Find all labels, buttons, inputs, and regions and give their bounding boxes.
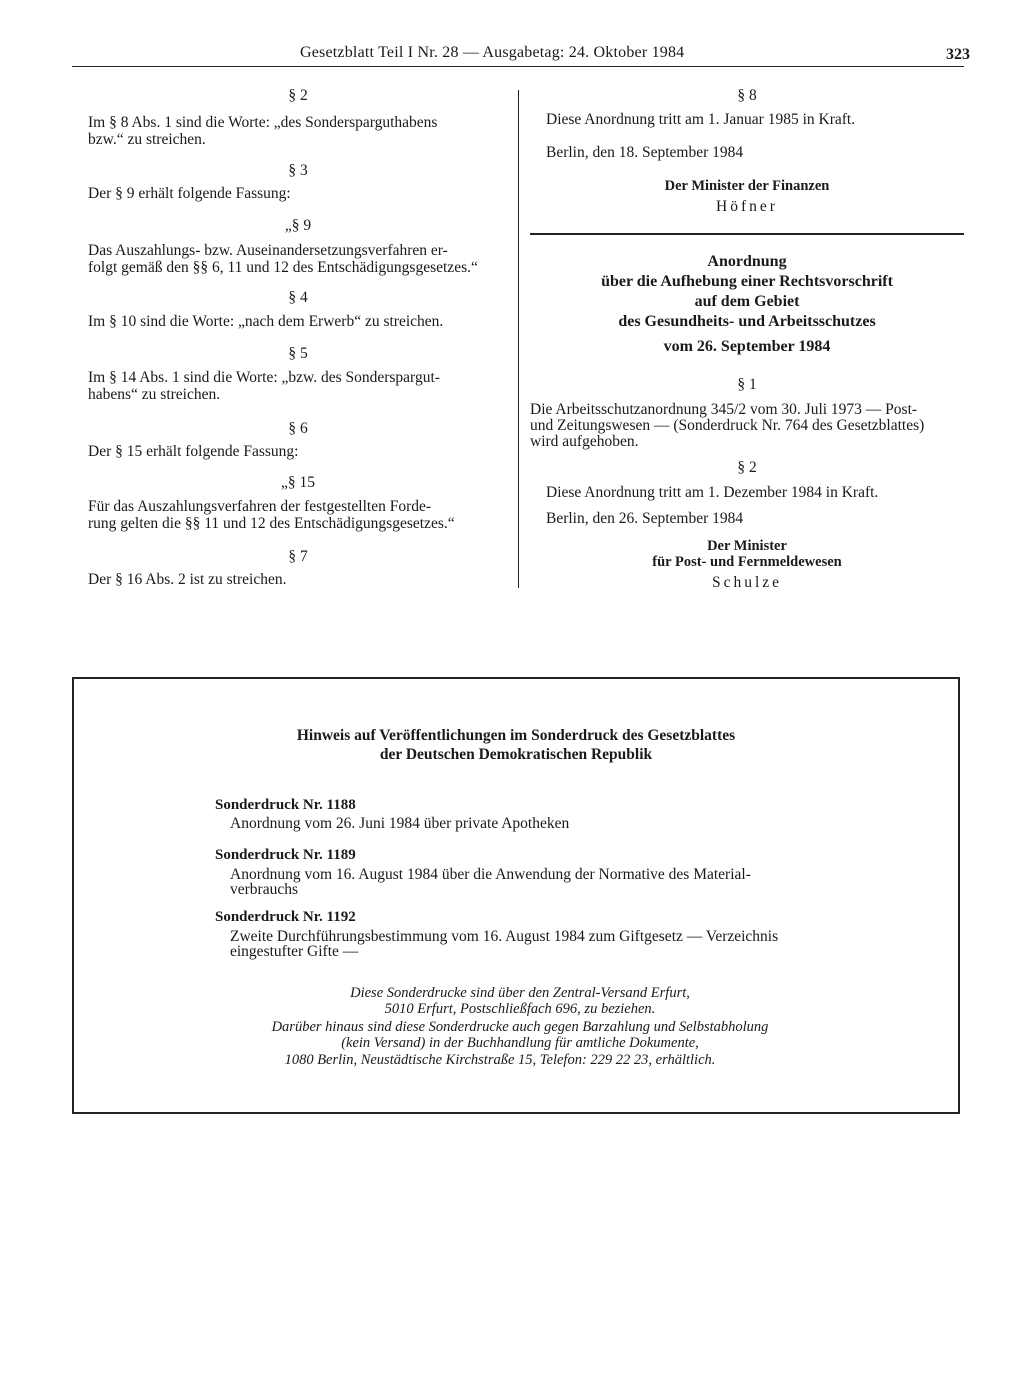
section-6-quote-line-1: Für das Auszahlungsverfahren der festgestellten Forde- bbox=[88, 498, 432, 515]
notice-item-text-line-2: eingestufter Gifte — bbox=[230, 943, 359, 960]
section-2-line-2: bzw.“ zu streichen. bbox=[88, 131, 206, 148]
notice-item-label: Sonderdruck Nr. 1189 bbox=[215, 847, 356, 863]
header-rule bbox=[72, 66, 964, 67]
section-4-heading: § 4 bbox=[288, 289, 308, 306]
order-title-line-2: über die Aufhebung einer Rechtsvorschrift bbox=[601, 273, 893, 290]
page-number: 323 bbox=[946, 46, 970, 63]
section-8-signer-name: Höfner bbox=[716, 198, 778, 215]
section-3-quote-line-1: Das Auszahlungs- bzw. Auseinandersetzungsverfahren er- bbox=[88, 242, 448, 259]
notice-footer-line-1: Diese Sonderdrucke sind über den Zentral-Versand Erfurt, bbox=[350, 985, 690, 1001]
notice-item-label: Sonderdruck Nr. 1192 bbox=[215, 909, 356, 925]
section-5-line-2: habens“ zu streichen. bbox=[88, 386, 221, 403]
section-3-text: Der § 9 erhält folgende Fassung: bbox=[88, 185, 291, 202]
order-signer-title-2: für Post- und Fernmeldewesen bbox=[652, 554, 842, 570]
order-title-line-3: auf dem Gebiet bbox=[694, 293, 800, 310]
section-3-quote-heading: „§ 9 bbox=[284, 217, 312, 234]
section-6-quote-heading: „§ 15 bbox=[280, 474, 315, 491]
order-section-1-heading: § 1 bbox=[737, 376, 757, 393]
section-8-heading: § 8 bbox=[737, 87, 757, 104]
section-2-heading: § 2 bbox=[288, 87, 308, 104]
section-3-heading: § 3 bbox=[288, 162, 308, 179]
order-section-2-heading: § 2 bbox=[737, 459, 757, 476]
order-section-1-line-3: wird aufgehoben. bbox=[530, 433, 639, 450]
notice-footer-line-5: 1080 Berlin, Neustädtische Kirchstraße 15, Telefon: 229 22 23, erhältlich. bbox=[284, 1052, 716, 1068]
notice-title-line-1: Hinweis auf Veröffentlichungen im Sonderdruck des Gesetzblattes bbox=[296, 727, 736, 744]
running-header-title: Gesetzblatt Teil I Nr. 28 — Ausgabetag: 24. Oktober 1984 bbox=[300, 44, 685, 61]
notice-footer-line-2: 5010 Erfurt, Postschließfach 696, zu beziehen. bbox=[384, 1001, 656, 1017]
order-section-1-line-1: Die Arbeitsschutzanordnung 345/2 vom 30. Juli 1973 — Post- bbox=[530, 401, 918, 418]
section-3-quote-line-2: folgt gemäß den §§ 6, 11 und 12 des Entschädigungsgesetzes.“ bbox=[88, 259, 478, 276]
section-divider-rule bbox=[530, 233, 964, 235]
section-8-place-date: Berlin, den 18. September 1984 bbox=[546, 144, 744, 161]
notice-item-label: Sonderdruck Nr. 1188 bbox=[215, 797, 356, 813]
section-6-heading: § 6 bbox=[288, 420, 308, 437]
section-4-text: Im § 10 sind die Worte: „nach dem Erwerb“ zu streichen. bbox=[88, 313, 444, 330]
section-6-quote-line-2: rung gelten die §§ 11 und 12 des Entschädigungsgesetzes.“ bbox=[88, 515, 455, 532]
order-signer-title-1: Der Minister bbox=[707, 538, 787, 554]
section-5-line-1: Im § 14 Abs. 1 sind die Worte: „bzw. des Sonderspargut- bbox=[88, 369, 440, 386]
notice-item-text-line-2: verbrauchs bbox=[230, 881, 298, 898]
section-7-heading: § 7 bbox=[288, 548, 308, 565]
order-date-line: vom 26. September 1984 bbox=[663, 338, 831, 355]
section-6-text: Der § 15 erhält folgende Fassung: bbox=[88, 443, 299, 460]
order-place-date: Berlin, den 26. September 1984 bbox=[546, 510, 744, 527]
section-8-signer-title: Der Minister der Finanzen bbox=[664, 178, 830, 194]
notice-item-text-line-1: Anordnung vom 26. Juni 1984 über private Apotheken bbox=[230, 815, 570, 832]
notice-footer-line-4: (kein Versand) in der Buchhandlung für amtliche Dokumente, bbox=[341, 1035, 699, 1051]
order-signer-name: Schulze bbox=[711, 574, 783, 591]
order-title-line-1: Anordnung bbox=[707, 253, 787, 270]
order-section-1-line-2: und Zeitungswesen — (Sonderdruck Nr. 764 des Gesetzblattes) bbox=[530, 417, 925, 434]
notice-footer-line-3: Darüber hinaus sind diese Sonderdrucke auch gegen Barzahlung und Selbstabholung bbox=[271, 1019, 769, 1035]
section-8-text: Diese Anordnung tritt am 1. Januar 1985 in Kraft. bbox=[546, 111, 856, 128]
order-title-line-4: des Gesundheits- und Arbeitsschutzes bbox=[618, 313, 876, 330]
section-5-heading: § 5 bbox=[288, 345, 308, 362]
notice-item-text-line-1: Zweite Durchführungsbestimmung vom 16. August 1984 zum Giftgesetz — Verzeichnis bbox=[230, 928, 779, 945]
notice-item-text-line-1: Anordnung vom 16. August 1984 über die Anwendung der Normative des Material- bbox=[230, 866, 751, 883]
section-2-line-1: Im § 8 Abs. 1 sind die Worte: „des Sondersparguthabens bbox=[88, 114, 438, 131]
section-7-text: Der § 16 Abs. 2 ist zu streichen. bbox=[88, 571, 287, 588]
notice-title-line-2: der Deutschen Demokratischen Republik bbox=[379, 746, 653, 763]
column-divider bbox=[518, 90, 519, 588]
order-section-2-text: Diese Anordnung tritt am 1. Dezember 1984 in Kraft. bbox=[546, 484, 879, 501]
